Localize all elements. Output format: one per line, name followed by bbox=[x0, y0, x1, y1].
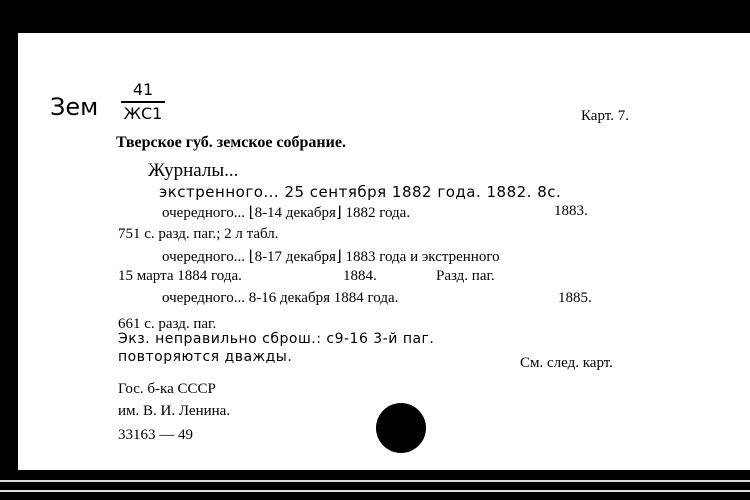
entry-text: очередного... ⌊8-14 декабря⌋ 1882 года. bbox=[162, 205, 411, 221]
handwritten-note: повторяются дважды. bbox=[118, 349, 293, 365]
catalog-card bbox=[18, 33, 750, 470]
entry-year: 1885. bbox=[558, 290, 592, 306]
shelfmark-fraction bbox=[121, 81, 165, 123]
entry-year: 1884. bbox=[343, 268, 377, 284]
entry-text: 661 с. разд. паг. bbox=[118, 316, 217, 332]
shelfmark-prefix: Зем bbox=[50, 93, 99, 121]
library-name: им. В. И. Ленина. bbox=[118, 403, 231, 419]
scan-line bbox=[0, 490, 750, 492]
shelfmark-denominator: ЖС1 bbox=[123, 103, 163, 123]
handwritten-note: Экз. неправильно сброш.: с9-16 3-й паг. bbox=[118, 331, 435, 347]
fraction-bar bbox=[121, 101, 165, 103]
inventory-number: 33163 — 49 bbox=[118, 427, 193, 443]
entry-text: очередного... 8-16 декабря 1884 года. bbox=[162, 290, 399, 306]
library-name: Гос. б-ка СССР bbox=[118, 381, 216, 397]
entry-text: 751 с. разд. паг.; 2 л табл. bbox=[118, 226, 279, 242]
card-number: Карт. 7. bbox=[581, 108, 629, 124]
card-subheading: Журналы... bbox=[148, 160, 239, 181]
shelfmark-numerator: 41 bbox=[132, 80, 154, 99]
scan-line bbox=[0, 480, 750, 482]
entry-year: 1883. bbox=[554, 203, 588, 219]
card-heading: Тверское губ. земское собрание. bbox=[116, 134, 346, 151]
entry-text: 15 марта 1884 года. bbox=[118, 268, 242, 284]
entry-text: очередного... ⌊8-17 декабря⌋ 1883 года и экстренного bbox=[162, 249, 500, 265]
entry-extra: Разд. паг. bbox=[436, 268, 495, 284]
ink-blot bbox=[376, 403, 426, 453]
see-next-card: См. след. карт. bbox=[520, 355, 613, 371]
scan-border bbox=[0, 470, 750, 500]
handwritten-line: экстренного... 25 сентября 1882 года. 1882. 8с. bbox=[159, 183, 562, 201]
